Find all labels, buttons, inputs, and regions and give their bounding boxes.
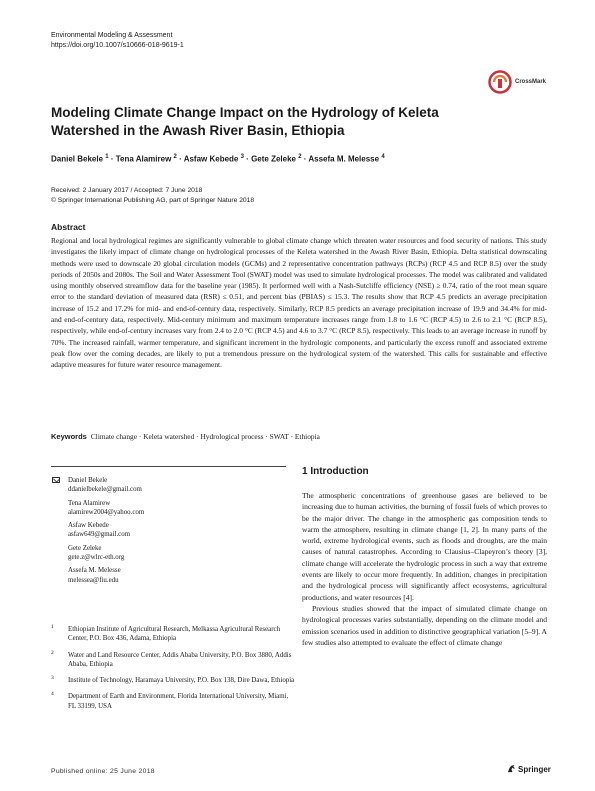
copyright-line: © Springer International Publishing AG, part of Springer Nature 2018 — [51, 196, 255, 204]
contact-name: Daniel Bekele — [68, 477, 108, 484]
paper-title: Modeling Climate Change Impact on the Hydrology of Keleta Watershed in the Awash River Basin, Ethiopia — [51, 105, 439, 138]
affiliation-entry — [51, 676, 296, 685]
author-separator: · — [301, 154, 309, 164]
crossmark-badge[interactable] — [488, 70, 548, 94]
keywords-text: Climate change · Keleta watershed · Hydrological process · SWAT · Ethiopia — [90, 432, 320, 441]
introduction-heading: 1 Introduction — [302, 466, 369, 477]
affiliation-entry — [51, 625, 296, 644]
affiliation-entry — [51, 692, 296, 711]
contact-email[interactable]: alamirew2004@yahoo.com — [68, 508, 145, 516]
affiliation-text: Department of Earth and Environment, Florida International University, Miami, FL 33199, USA — [68, 693, 289, 710]
author-affiliation-number: 2 — [298, 154, 302, 160]
contact-email[interactable]: gete.z@wlrc-eth.org — [68, 554, 125, 562]
contact-name: Gete Zeleke — [68, 544, 102, 552]
author-separator: · — [108, 154, 116, 164]
author-separator: · — [176, 154, 184, 164]
introduction-body — [302, 490, 547, 648]
contact-name: Tena Alamirew — [68, 499, 111, 507]
contact-email[interactable]: asfaw649@gmail.com — [68, 531, 131, 539]
article-dates — [51, 186, 254, 205]
contact-name: Asfaw Kebede — [68, 522, 109, 530]
received-accepted: Received: 2 January 2017 / Accepted: 7 June 2018 — [51, 187, 203, 194]
author-separator: · — [243, 154, 252, 164]
affiliation-list — [51, 625, 296, 718]
springer-horse-icon — [507, 764, 516, 773]
author-name[interactable]: Gete Zeleke — [251, 154, 296, 164]
contact-email[interactable]: ddanielbekele@gmail.com — [68, 486, 142, 494]
keywords — [51, 432, 320, 441]
crossmark-icon — [488, 70, 512, 94]
envelope-icon — [52, 477, 60, 483]
springer-logo — [507, 764, 551, 774]
contact-entry — [51, 544, 291, 563]
affiliation-number: 2 — [51, 649, 54, 656]
crossmark-label: CrossMark — [515, 79, 547, 85]
contact-entry — [51, 566, 291, 585]
intro-paragraph: Previous studies showed that the impact of simulated climate change on hydrological processes varies substantially, depending on the climate model and emission scenarios used in addition to distinctive geographical variation [5–9]. A few studies also attempted to evaluate the effect of climate change — [302, 603, 547, 647]
journal-header — [51, 31, 184, 50]
contact-entry — [51, 499, 291, 518]
author-affiliation-number: 1 — [105, 154, 109, 160]
author-list — [51, 154, 551, 164]
keywords-label: Keywords — [51, 432, 87, 441]
author-affiliation-number: 3 — [240, 154, 244, 160]
affiliation-text: Water and Land Resource Center, Addis Ababa University, P.O. Box 3880, Addis Ababa, Ethiopia — [68, 651, 292, 668]
affiliation-number: 4 — [51, 691, 54, 698]
contact-name: Assefa M. Melesse — [68, 567, 121, 575]
published-online: Published online: 25 June 2018 — [51, 768, 155, 775]
springer-label: Springer — [518, 765, 551, 774]
affiliation-number: 3 — [51, 675, 54, 682]
author-affiliation-number: 2 — [173, 154, 177, 160]
contact-entry — [51, 476, 291, 495]
contact-entry — [51, 521, 291, 540]
abstract-text: Regional and local hydrological regimes are significantly vulnerable to global climate change which threaten water resources and food security of nations. This study investigates the likely impact of climate change on hydrological processes of the Keleta watershed in the Awash River Basin, Ethiopia. Delta statistical downscaling methods were used to downscale 20 global circulation models (GCMs) and 2 representative concentration pathways (RCPs) (RCP 4.5 and RCP 8.5) over the study periods of 2050s and 2080s. The Soil and Water Assessment Tool (SWAT) model was used to simulate hydrological processes. The model was calibrated and validated using monthly observed streamflow data for the baseline year (1985). It performed well with a Nash-Sutcliffe efficiency (NSE) ≥ 0.74, ratio of the root mean square error to the standard deviation of measured data (RSR) ≤ 0.51, and percent bias (PBIAS) ≤ 15.3. The results show that RCP 4.5 predicts an average precipitation increase of 15.2 and 17.2% for mid- and end-of-century data, respectively. Similarly, RCP 8.5 predicts an average precipitation increase of 19.9 and 34.4% for mid- and end-of-century data, respectively. Mid-century minimum and maximum temperature increases range from 1.8 to 1.6 °C (RCP 4.5) to 2.6 to 2.1 °C (RCP 8.5), respectively, while end-of-century increases vary from 2.4 to 2.0 °C (RCP 4.5) and 4.6 to 3.7 °C (RCP 8.5), respectively. This leads to an average increase in runoff by 70%. The increased rainfall, warmer temperature, and significant increment in the hydrologic components, and particularly the excess runoff and associated extreme peak flow over the coming decades, are likely to put a tremendous pressure on the hydrological system of the watershed. This calls for sustainable and effective adaptive measures for future water resource management. — [51, 236, 547, 370]
affiliation-text: Institute of Technology, Haramaya University, P.O. Box 138, Dire Dawa, Ethiopia — [68, 677, 295, 685]
author-name[interactable]: Tena Alamirew — [115, 154, 172, 164]
affiliation-number: 1 — [51, 624, 54, 630]
journal-name: Environmental Modeling & Assessment — [51, 32, 173, 39]
doi-link[interactable]: https://doi.org/10.1007/s10666-018-9619-1 — [51, 41, 184, 49]
contact-list — [51, 476, 291, 589]
affiliation-entry — [51, 651, 296, 670]
contact-email[interactable]: melessea@fiu.edu — [68, 576, 119, 584]
author-name[interactable]: Assefa M. Melesse — [308, 154, 380, 164]
author-name[interactable]: Daniel Bekele — [51, 154, 104, 164]
intro-paragraph: The atmospheric concentrations of greenhouse gases are believed to be increasing due to human activities, the burning of fossil fuels of which proves to be the major driver. The change in the atmospheric gas composition tends to warm the atmosphere, resulting in climate change [1, 2]. In many parts of the world, extreme hydrological events, such as floods and droughts, are the main causes of natural catastrophes. According to Clausius–Clapeyron’s theory [3], climate change will accelerate the hydrologic process in such a way that extreme events are likely to occur more frequently. In addition, changes in precipitation and the hydrological process will significantly affect ecosystems, agricultural productions, and water resources [4]. — [302, 491, 547, 602]
footnote-divider — [51, 466, 286, 467]
abstract-heading: Abstract — [51, 222, 86, 232]
author-name[interactable]: Asfaw Kebede — [183, 154, 239, 164]
author-affiliation-number: 4 — [381, 154, 385, 160]
affiliation-text: Ethiopian Institute of Agricultural Research, Melkassa Agricultural Research Center, P.O. Box 436, Adama, Ethiopia — [68, 626, 281, 643]
